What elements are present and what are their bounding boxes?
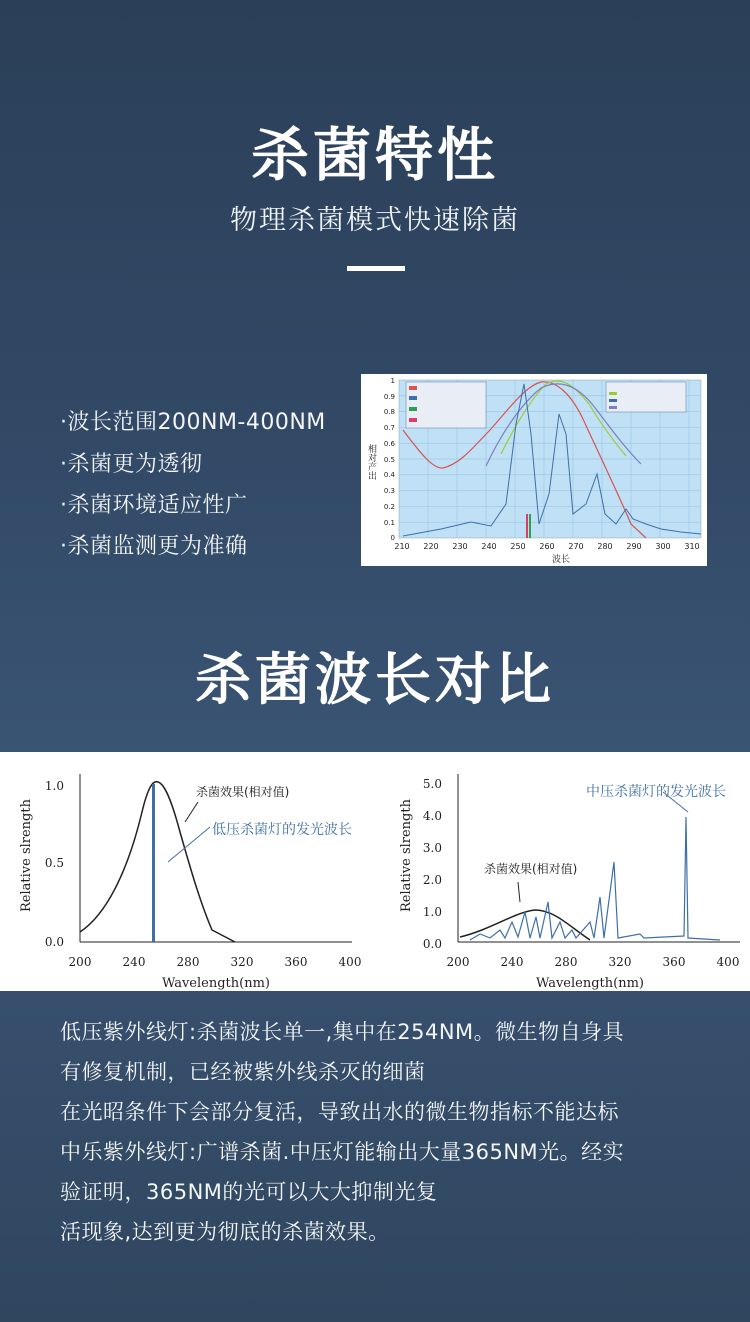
x-tick: 280 (554, 955, 578, 969)
x-tick: 200 (446, 955, 470, 969)
x-tick: 280 (597, 542, 613, 551)
y-tick: 0.5 (44, 856, 64, 870)
y-tick: 1 (390, 377, 395, 385)
y-tick: 0.9 (383, 393, 395, 401)
y-axis-label: Relative slrength (399, 799, 414, 912)
feature-item: ·波长范围200NM-400NM (60, 410, 326, 435)
lamp-label: 中压杀菌灯的发光波长 (586, 784, 726, 800)
description-line: 中乐紫外线灯:广谱杀菌.中压灯能输出大量365NM光。经实 (60, 1140, 625, 1164)
x-tick: 360 (662, 955, 686, 969)
x-tick: 240 (500, 955, 524, 969)
y-tick: 0.0 (422, 937, 442, 951)
x-tick: 200 (68, 955, 92, 969)
description-line: 低压紫外线灯:杀菌波长单一,集中在254NM。微生物自身具 (60, 1020, 625, 1044)
y-axis-label: 相对产出 (366, 444, 376, 480)
x-tick: 260 (539, 542, 555, 551)
feature-item: ·杀菌更为透彻 (60, 452, 203, 477)
low-pressure-chart (19, 774, 361, 991)
section-title-wavelength: 杀菌波长对比 (195, 648, 555, 713)
description-line: 活现象,达到更为彻底的杀菌效果。 (60, 1220, 390, 1244)
y-tick: 0.6 (383, 440, 395, 448)
lamp-label: 低压杀菌灯的发光波长 (212, 822, 352, 838)
x-tick: 220 (423, 542, 439, 551)
y-tick: 0.7 (383, 424, 395, 432)
description-line: 验证明，365NM的光可以大大抑制光复 (60, 1180, 438, 1204)
x-tick: 320 (608, 955, 632, 969)
spectrum-chart (361, 374, 707, 566)
medium-pressure-chart (399, 774, 740, 991)
section-subtitle: 物理杀菌模式快速除菌 (230, 205, 520, 236)
y-tick: 0.2 (383, 503, 395, 511)
y-tick: 0 (390, 534, 395, 542)
wavelength-comparison-panel (0, 752, 750, 991)
x-tick: 240 (122, 955, 146, 969)
y-tick: 1.0 (422, 905, 442, 919)
x-axis-label: Wavelength(nm) (535, 976, 645, 991)
x-tick: 230 (452, 542, 468, 551)
y-tick: 0.8 (383, 408, 395, 416)
x-tick: 360 (284, 955, 308, 969)
y-tick: 3.0 (422, 841, 442, 855)
feature-item: ·杀菌环境适应性广 (60, 493, 248, 518)
description-line: 有修复机制，已经被紫外线杀灭的细菌 (60, 1060, 426, 1084)
y-tick: 4.0 (422, 809, 442, 823)
x-tick: 400 (338, 955, 362, 969)
x-tick: 270 (568, 542, 584, 551)
section-title-characteristics: 杀菌特性 (250, 121, 499, 189)
feature-item: ·杀菌监测更为准确 (60, 534, 248, 559)
curve-label: 杀菌效果(相对值) (196, 785, 290, 799)
x-tick: 210 (394, 542, 410, 551)
y-tick: 0.3 (383, 487, 395, 495)
y-tick: 0.1 (383, 519, 395, 527)
y-axis-label: Relative slrength (19, 799, 34, 912)
x-tick: 320 (230, 955, 254, 969)
curve-label: 杀菌效果(相对值) (484, 862, 578, 876)
x-tick: 310 (684, 542, 700, 551)
x-tick: 300 (655, 542, 671, 551)
y-tick: 2.0 (422, 873, 442, 887)
x-tick: 400 (716, 955, 740, 969)
y-tick: 0.4 (383, 471, 395, 479)
y-tick: 0.0 (44, 935, 64, 949)
x-axis-label: Wavelength(nm) (161, 976, 271, 991)
x-tick: 250 (510, 542, 526, 551)
x-tick: 290 (626, 542, 642, 551)
y-tick: 1.0 (44, 779, 64, 793)
y-tick: 5.0 (422, 777, 442, 791)
x-tick: 280 (176, 955, 200, 969)
y-tick: 0.5 (383, 456, 395, 464)
x-axis-label: 波长 (551, 555, 571, 565)
title-divider (347, 266, 405, 271)
description-line: 在光昭条件下会部分复活，导致出水的微生物指标不能达标 (60, 1100, 619, 1124)
x-tick: 240 (481, 542, 497, 551)
